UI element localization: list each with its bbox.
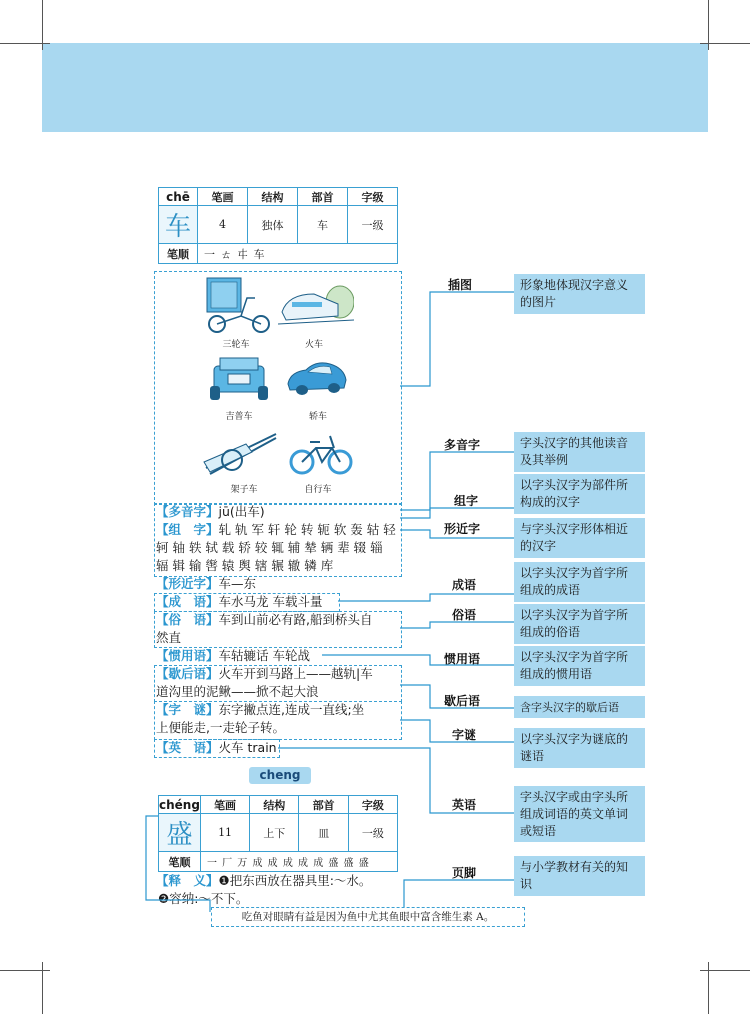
head-character: 车 [159,206,198,244]
value-cell: 11 [200,814,249,852]
annotation-box: 与小学教材有关的知识 [514,856,645,896]
illustration-caption: 三轮车 [222,340,250,350]
illustration-caption: 吉普车 [225,412,253,422]
value-cell: 皿 [299,814,348,852]
entry-text: 上便能走,一走轮子转。 [156,720,285,735]
illustration-caption: 自行车 [304,485,332,495]
annotation-label: 歇后语 [444,694,481,708]
entry-tag: 【英 语】 [156,740,219,755]
illustration-caption: 架子车 [230,485,258,495]
header-cell: 笔画 [200,796,249,814]
value-cell: 上下 [250,814,299,852]
header-cell: 字级 [348,188,398,206]
value-cell: 一级 [348,206,398,244]
value-cell: 独体 [248,206,298,244]
page-footer: 吃鱼对眼睛有益是因为鱼中尤其鱼眼中富含维生素 A。 [211,907,525,927]
value-cell: 车 [298,206,348,244]
illustration-caption: 轿车 [308,412,327,422]
entry-tag: 【字 谜】 [156,702,219,717]
stroke-label: 笔顺 [159,852,201,872]
stroke-label: 笔顺 [159,244,198,264]
pinyin: chéng [159,797,200,812]
entry-text: 火车 train [218,740,277,755]
entry-text: 轲 轴 轶 轼 载 轿 较 辄 辅 辇 辆 辈 辍 辎 [156,540,383,555]
annotation-label: 成语 [452,578,477,592]
annotation-label: 页脚 [452,866,477,880]
stroke-order: 一 ㄊ 㐄 车 [198,244,398,264]
entry-text: jū(出车) [218,504,265,519]
annotation-box: 以字头汉字为首字所组成的成语 [514,562,645,602]
annotation-label: 字谜 [452,728,477,742]
annotation-box: 含字头汉字的歇后语 [514,696,645,718]
annotation-box: 字头汉字或由字头所组成词语的英文单词或短语 [514,786,645,842]
value-cell: 一级 [348,814,397,852]
annotation-label: 形近字 [444,522,481,536]
entry-text: 车到山前必有路,船到桥头自 [218,612,373,627]
header-cell: 部首 [299,796,348,814]
pinyin: chē [159,188,198,206]
entry-text: 车水马龙 车载斗量 [218,594,323,609]
entry-tag: 【形近字】 [156,576,219,591]
entry-text: 辐 辑 输 辔 辕 舆 辖 辗 辙 辚 库 [156,558,334,573]
annotation-box: 以字头汉字为首字所组成的惯用语 [514,646,645,686]
entry-text: 车轱辘话 车轮战 [218,648,310,663]
entry-text: ❶把东西放在器具里:～水。 [218,873,372,888]
entry-text: 车—东 [218,576,257,591]
value-cell: 4 [198,206,248,244]
entry-text: 道沟里的泥鳅——掀不起大浪 [156,684,319,699]
annotation-box: 与字头汉字形体相近的汉字 [514,518,645,558]
annotation-box: 以字头汉字为首字所组成的俗语 [514,604,645,644]
header-cell: 结构 [250,796,299,814]
entry-tag: 【组 字】 [156,522,219,537]
header-cell: 结构 [248,188,298,206]
entry-text: 火车开到马路上——越轨|车 [218,666,373,681]
annotation-label: 惯用语 [444,652,481,666]
annotation-label: 俗语 [452,608,477,622]
entry-tag: 【惯用语】 [156,648,219,663]
illustration-caption: 火车 [304,340,323,350]
header-cell: 笔画 [198,188,248,206]
entry-tag: 【俗 语】 [156,612,219,627]
annotation-label: 英语 [452,798,477,812]
head-character: 盛 [159,814,201,852]
annotation-box: 以字头汉字为部件所构成的汉字 [514,474,645,514]
entry-text: 东字撇点连,连成一直线;坐 [218,702,365,717]
entry-text: ❷容纳:～不下。 [158,891,249,906]
annotation-box: 形象地体现汉字意义的图片 [514,274,645,314]
header-cell: 字级 [348,796,397,814]
entry-tag: 【成 语】 [156,594,219,609]
annotation-label: 多音字 [444,438,481,452]
entry-tag: 【歇后语】 [156,666,219,681]
entry-text: 然直 [156,630,182,645]
entry-text: 轧 轨 军 轩 轮 转 轭 软 轰 轱 轻 [218,522,396,537]
section-label: cheng [249,767,311,784]
annotation-box: 以字头汉字为谜底的谜语 [514,728,645,768]
header-cell: 部首 [298,188,348,206]
entry-tag: 【释 义】 [156,873,219,888]
annotation-box: 字头汉字的其他读音及其举例 [514,432,645,472]
annotation-label: 组字 [454,494,479,508]
stroke-order: 一 厂 万 成 成 成 成 成 盛 盛 盛 [200,852,397,872]
entry-tag: 【多音字】 [156,504,219,519]
annotation-label: 插图 [448,278,473,292]
